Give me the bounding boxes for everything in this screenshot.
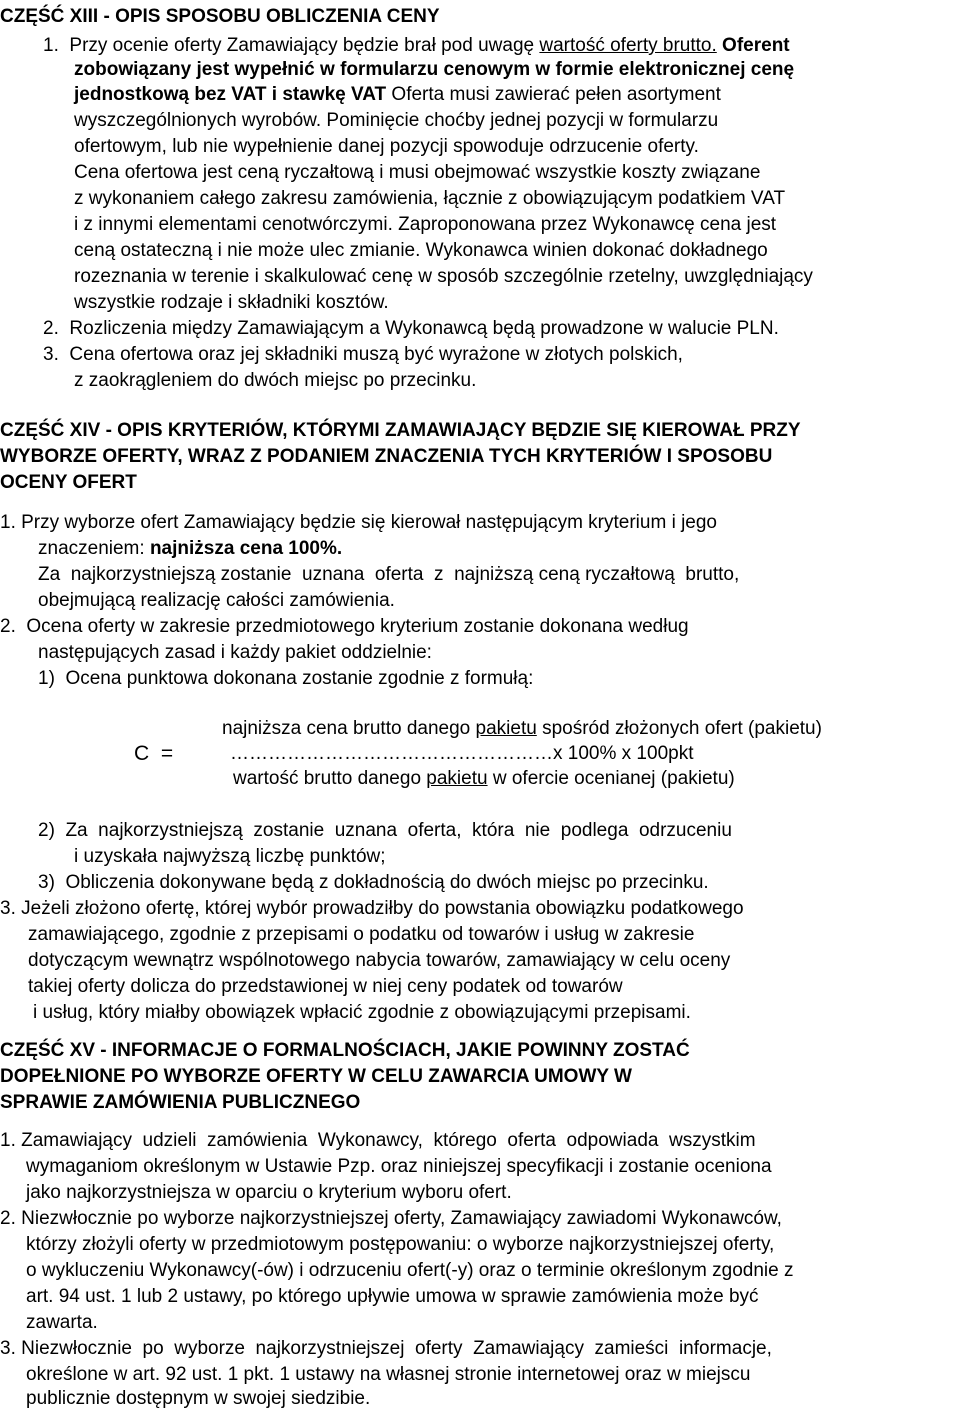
s13-item3-line2: z zaokrągleniem do dwóch miejsc po przecinku. <box>74 370 477 391</box>
s13-item3-line1: 3. Cena ofertowa oraz jej składniki muszą być wyrażone w złotych polskich, <box>43 344 683 365</box>
s14-item3-line1: 3. Jeżeli złożono ofertę, której wybór prowadziłby do powstania obowiązku podatkowego <box>0 898 744 919</box>
formula-text: spośród złożonych ofert (pakietu) <box>536 718 822 739</box>
s13-item1-text: Pominięcie choćby jednej pozycji w formularzu <box>321 110 719 131</box>
s14-item1-line4: obejmującą realizację całości zamówienia. <box>38 590 395 611</box>
s14-item2-subitem3: 3) Obliczenia dokonywane będą z dokładnością do dwóch miejsc po przecinku. <box>38 872 709 893</box>
s13-item1-line10: rozeznania w terenie i skalkulować cenę w sposób szczególnie rzetelny, uwzględniający <box>74 266 813 287</box>
s13-item1-line6: Cena ofertowa jest ceną ryczałtową i musi obejmować wszystkie koszty związane <box>74 162 761 183</box>
s13-item1-line11: wszystkie rodzaje i składniki kosztów. <box>74 292 389 313</box>
s13-item1-text: 1. Przy ocenie oferty Zamawiający będzie brał pod uwagę <box>43 35 540 56</box>
s14-item2-line1: 2. Ocena oferty w zakresie przedmiotowego kryterium zostanie dokonana według <box>0 616 689 637</box>
s14-criterion-bold: najniższa cena 100%. <box>149 538 343 559</box>
s15-item2-line2: którzy złożyli oferty w przedmiotowym postępowaniu: o wyborze najkorzystniejszej oferty, <box>26 1234 775 1255</box>
formula-underlined-word: pakietu <box>475 718 537 739</box>
s13-item2: 2. Rozliczenia między Zamawiającym a Wykonawcą będą prowadzone w walucie PLN. <box>43 318 779 339</box>
s13-item1-line9: ceną ostateczną i nie może ulec zmianie. Wykonawca winien dokonać dokładnego <box>74 240 768 261</box>
s14-item1-line2 <box>38 538 342 560</box>
s13-item1-text: wyszczególnionych wyrobów. <box>74 110 322 131</box>
s14-item2-subitem2-line1: 2) Za najkorzystniejszą zostanie uznana oferta, która nie podlega odrzuceniu <box>38 820 732 841</box>
formula-underlined-word: pakietu <box>426 768 488 789</box>
s15-item1-line2: wymaganiom określonym w Ustawie Pzp. oraz niniejszej specyfikacji i zostanie oceniona <box>26 1156 772 1177</box>
section-15-heading-line1: CZĘŚĆ XV - INFORMACJE O FORMALNOŚCIACH, JAKIE POWINNY ZOSTAĆ <box>0 1040 690 1061</box>
section-15-heading-line2: DOPEŁNIONE PO WYBORZE OFERTY W CELU ZAWARCIA UMOWY W <box>0 1066 632 1087</box>
formula-fraction-line: ……………………………………………x 100% x 100pkt <box>230 743 694 764</box>
s14-item2-subitem1: 1) Ocena punktowa dokonana zostanie zgodnie z formułą: <box>38 668 534 689</box>
formula-denominator <box>233 768 735 790</box>
s13-item1-line3 <box>74 84 721 106</box>
s15-item1-line1: 1. Zamawiający udzieli zamówienia Wykonawcy, którego oferta odpowiada wszystkim <box>0 1130 756 1151</box>
s14-item3-line3: dotyczącym wewnątrz wspólnotowego nabycia towarów, zamawiający w celu oceny <box>28 950 731 971</box>
s15-item2-line1: 2. Niezwłocznie po wyborze najkorzystniejszej oferty, Zamawiający zawiadomi Wykonawców, <box>0 1208 782 1229</box>
s15-item2-line3: o wykluczeniu Wykonawcy(-ów) i odrzuceniu ofert(-y) oraz o terminie określonym zgodnie z <box>26 1260 794 1281</box>
s15-item2-line5: zawarta. <box>26 1312 98 1333</box>
s14-item1-text: znaczeniem: <box>38 538 150 559</box>
s13-item1-line8: i z innymi elementami cenotwórczymi. Zaproponowana przez Wykonawcę cena jest <box>74 214 777 235</box>
s14-item3-line2: zamawiającego, zgodnie z przepisami o podatku od towarów i usług w zakresie <box>28 924 695 945</box>
s14-item1-line3: Za najkorzystniejszą zostanie uznana oferta z najniższą ceną ryczałtową brutto, <box>38 564 740 585</box>
section-15-heading-line3: SPRAWIE ZAMÓWIENIA PUBLICZNEGO <box>0 1092 361 1113</box>
s15-item2-line4: art. 94 ust. 1 lub 2 ustawy, po którego upływie umowa w sprawie zamówienia może być <box>26 1286 759 1307</box>
section-14-heading-line3: OCENY OFERT <box>0 472 137 493</box>
s13-item1-line1 <box>43 35 790 57</box>
s13-item1-line2: zobowiązany jest wypełnić w formularzu cenowym w formie elektronicznej cenę <box>74 59 795 80</box>
s13-bold-text: Oferent <box>716 35 790 56</box>
formula-text: najniższa cena brutto danego <box>222 718 476 739</box>
formula-text: wartość brutto danego <box>233 768 427 789</box>
section-13-heading: CZĘŚĆ XIII - OPIS SPOSOBU OBLICZENIA CENY <box>0 6 440 27</box>
s13-underlined-text: wartość oferty brutto. <box>539 35 717 56</box>
s15-item1-line3: jako najkorzystniejsza w oparciu o kryterium wyboru ofert. <box>26 1182 512 1203</box>
s13-item1-text: Oferta musi zawierać pełen asortyment <box>386 84 721 105</box>
s13-bold-text: jednostkową bez VAT i stawkę VAT <box>74 84 387 105</box>
formula-numerator <box>222 718 822 740</box>
s15-item3-line3: publicznie dostępnym w swojej siedzibie. <box>26 1388 371 1409</box>
s13-item1-line5: ofertowym, lub nie wypełnienie danej pozycji spowoduje odrzucenie oferty. <box>74 136 699 157</box>
s13-item1-line7: z wykonaniem całego zakresu zamówienia, łącznie z obowiązującym podatkiem VAT <box>74 188 786 209</box>
s13-item1-line4 <box>74 110 718 132</box>
s15-item3-line1: 3. Niezwłocznie po wyborze najkorzystniejszej oferty Zamawiający zamieści informacje, <box>0 1338 772 1359</box>
s14-item2-subitem2-line2: i uzyskała najwyższą liczbę punktów; <box>74 846 386 867</box>
s14-item3-line4: takiej oferty dolicza do przedstawionej w niej ceny podatek od towarów <box>28 976 623 997</box>
section-14-heading-line2: WYBORZE OFERTY, WRAZ Z PODANIEM ZNACZENIA TYCH KRYTERIÓW I SPOSOBU <box>0 446 773 467</box>
section-14-heading-line1: CZĘŚĆ XIV - OPIS KRYTERIÓW, KTÓRYMI ZAMAWIAJĄCY BĘDZIE SIĘ KIEROWAŁ PRZY <box>0 420 801 441</box>
s15-item3-line2: określone w art. 92 ust. 1 pkt. 1 ustawy na własnej stronie internetowej oraz w miejscu <box>26 1364 751 1385</box>
formula-text: w ofercie ocenianej (pakietu) <box>487 768 735 789</box>
formula-lhs: C = <box>134 742 174 765</box>
s14-item2-line2: następujących zasad i każdy pakiet oddzielnie: <box>38 642 432 663</box>
s14-item3-line5: i usług, który miałby obowiązek wpłacić zgodnie z obowiązującymi przepisami. <box>33 1002 691 1023</box>
s14-item1-line1: 1. Przy wyborze ofert Zamawiający będzie się kierował następującym kryterium i jego <box>0 512 717 533</box>
